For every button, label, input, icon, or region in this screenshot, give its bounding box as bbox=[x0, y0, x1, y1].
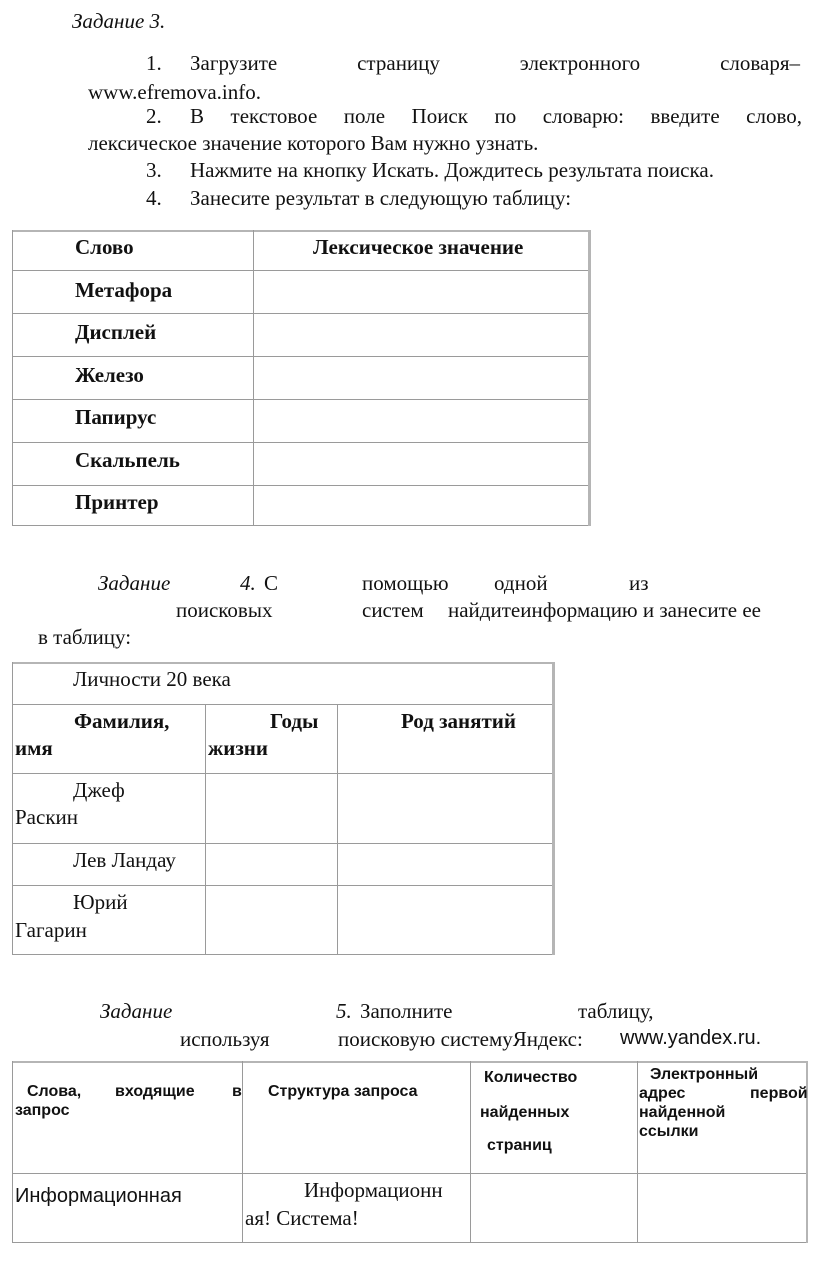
table3-h3-line: найденных bbox=[480, 1104, 570, 1121]
table2-row-name: Джеф bbox=[73, 778, 125, 802]
task4-title-word: Задание bbox=[98, 571, 171, 595]
task5-intro-word: таблицу, bbox=[578, 999, 654, 1023]
task4-line2-word: поисковых bbox=[176, 598, 273, 622]
table1-header-word: Слово bbox=[75, 235, 134, 259]
table2-row-name: Юрий bbox=[73, 890, 128, 914]
step-1-cont: www.efremova.info. bbox=[88, 80, 261, 104]
table1-row-word: Папирус bbox=[75, 405, 157, 429]
task4-line2-word: систем bbox=[362, 598, 424, 622]
step-4-num: 4. bbox=[146, 186, 162, 210]
table3-h4-word: Электронный bbox=[650, 1066, 759, 1083]
table1-row-word: Скальпель bbox=[75, 448, 180, 472]
step-2-num: 2. bbox=[146, 104, 162, 128]
table3-h1-word: запрос bbox=[15, 1102, 70, 1119]
task4-intro-word: из bbox=[629, 571, 649, 595]
task3-title: Задание 3. bbox=[72, 9, 166, 33]
table3-row-word: Информационная bbox=[15, 1185, 182, 1207]
step-3-num: 3. bbox=[146, 158, 162, 182]
table3-h2: Структура запроса bbox=[268, 1083, 418, 1100]
table2-header-name-1: Фамилия, bbox=[74, 709, 170, 733]
table2-header-name-2: имя bbox=[15, 736, 53, 760]
table1-header-meaning: Лексическое значение bbox=[313, 235, 524, 259]
table3-h3-line: страниц bbox=[487, 1137, 552, 1154]
task4-line2-word: найдитеинформацию и занесите ее bbox=[448, 598, 762, 622]
table3-h1-word: Слова, bbox=[27, 1083, 82, 1100]
table3-h3-line: Количество bbox=[484, 1069, 578, 1086]
table3-h1-word: входящие bbox=[115, 1083, 195, 1100]
table2-row-name: Лев Ландау bbox=[73, 848, 176, 872]
table3-row-structure: ая! Система! bbox=[245, 1206, 359, 1230]
task5-title-word: Задание bbox=[100, 999, 173, 1023]
table1-row-word: Железо bbox=[75, 363, 144, 387]
task5-line2-word: используя bbox=[180, 1027, 270, 1051]
table2-row-name: Гагарин bbox=[15, 918, 87, 942]
table3-row-structure: Информационн bbox=[304, 1178, 443, 1202]
step-2-text: В текстовое поле Поиск по словарю: введите слово, bbox=[190, 104, 802, 128]
task4-line3: в таблицу: bbox=[38, 625, 132, 649]
task5-title-num: 5. bbox=[336, 999, 352, 1023]
table2-caption: Личности 20 века bbox=[73, 667, 231, 691]
step-2-cont: лексическое значение которого Вам нужно узнать. bbox=[88, 131, 539, 155]
task4-intro-word: одной bbox=[494, 571, 548, 595]
table3-h4-word: адрес bbox=[639, 1085, 686, 1102]
task4-intro-word: С bbox=[264, 571, 279, 595]
table2-row-name: Раскин bbox=[15, 805, 78, 829]
table2-header-years-1: Годы bbox=[270, 709, 319, 733]
task5-line2-url: www.yandex.ru. bbox=[620, 1027, 762, 1049]
table3-h4-word: найденной bbox=[639, 1104, 726, 1121]
step-1-num: 1. bbox=[146, 51, 162, 75]
step-4-text: Занесите результат в следующую таблицу: bbox=[190, 186, 572, 210]
step-1-text: Загрузите страницу электронного словаря– bbox=[190, 51, 800, 75]
table2-header-years-2: жизни bbox=[208, 736, 268, 760]
table3-h1-word: в bbox=[232, 1083, 242, 1100]
table1-row-word: Дисплей bbox=[75, 320, 157, 344]
table1-row-word: Принтер bbox=[75, 490, 159, 514]
table3-h4-word: первой bbox=[750, 1085, 808, 1102]
table1-row-word: Метафора bbox=[75, 278, 173, 302]
table2-header-occupation: Род занятий bbox=[401, 709, 516, 733]
step-3-text: Нажмите на кнопку Искать. Дождитесь результата поиска. bbox=[190, 158, 714, 182]
table3-h4-word: ссылки bbox=[639, 1123, 699, 1140]
task5-intro-word: Заполните bbox=[360, 999, 453, 1023]
task4-intro-word: помощью bbox=[362, 571, 449, 595]
task4-title-num: 4. bbox=[240, 571, 256, 595]
task5-line2-word: поисковую системуЯндекс: bbox=[338, 1027, 583, 1051]
